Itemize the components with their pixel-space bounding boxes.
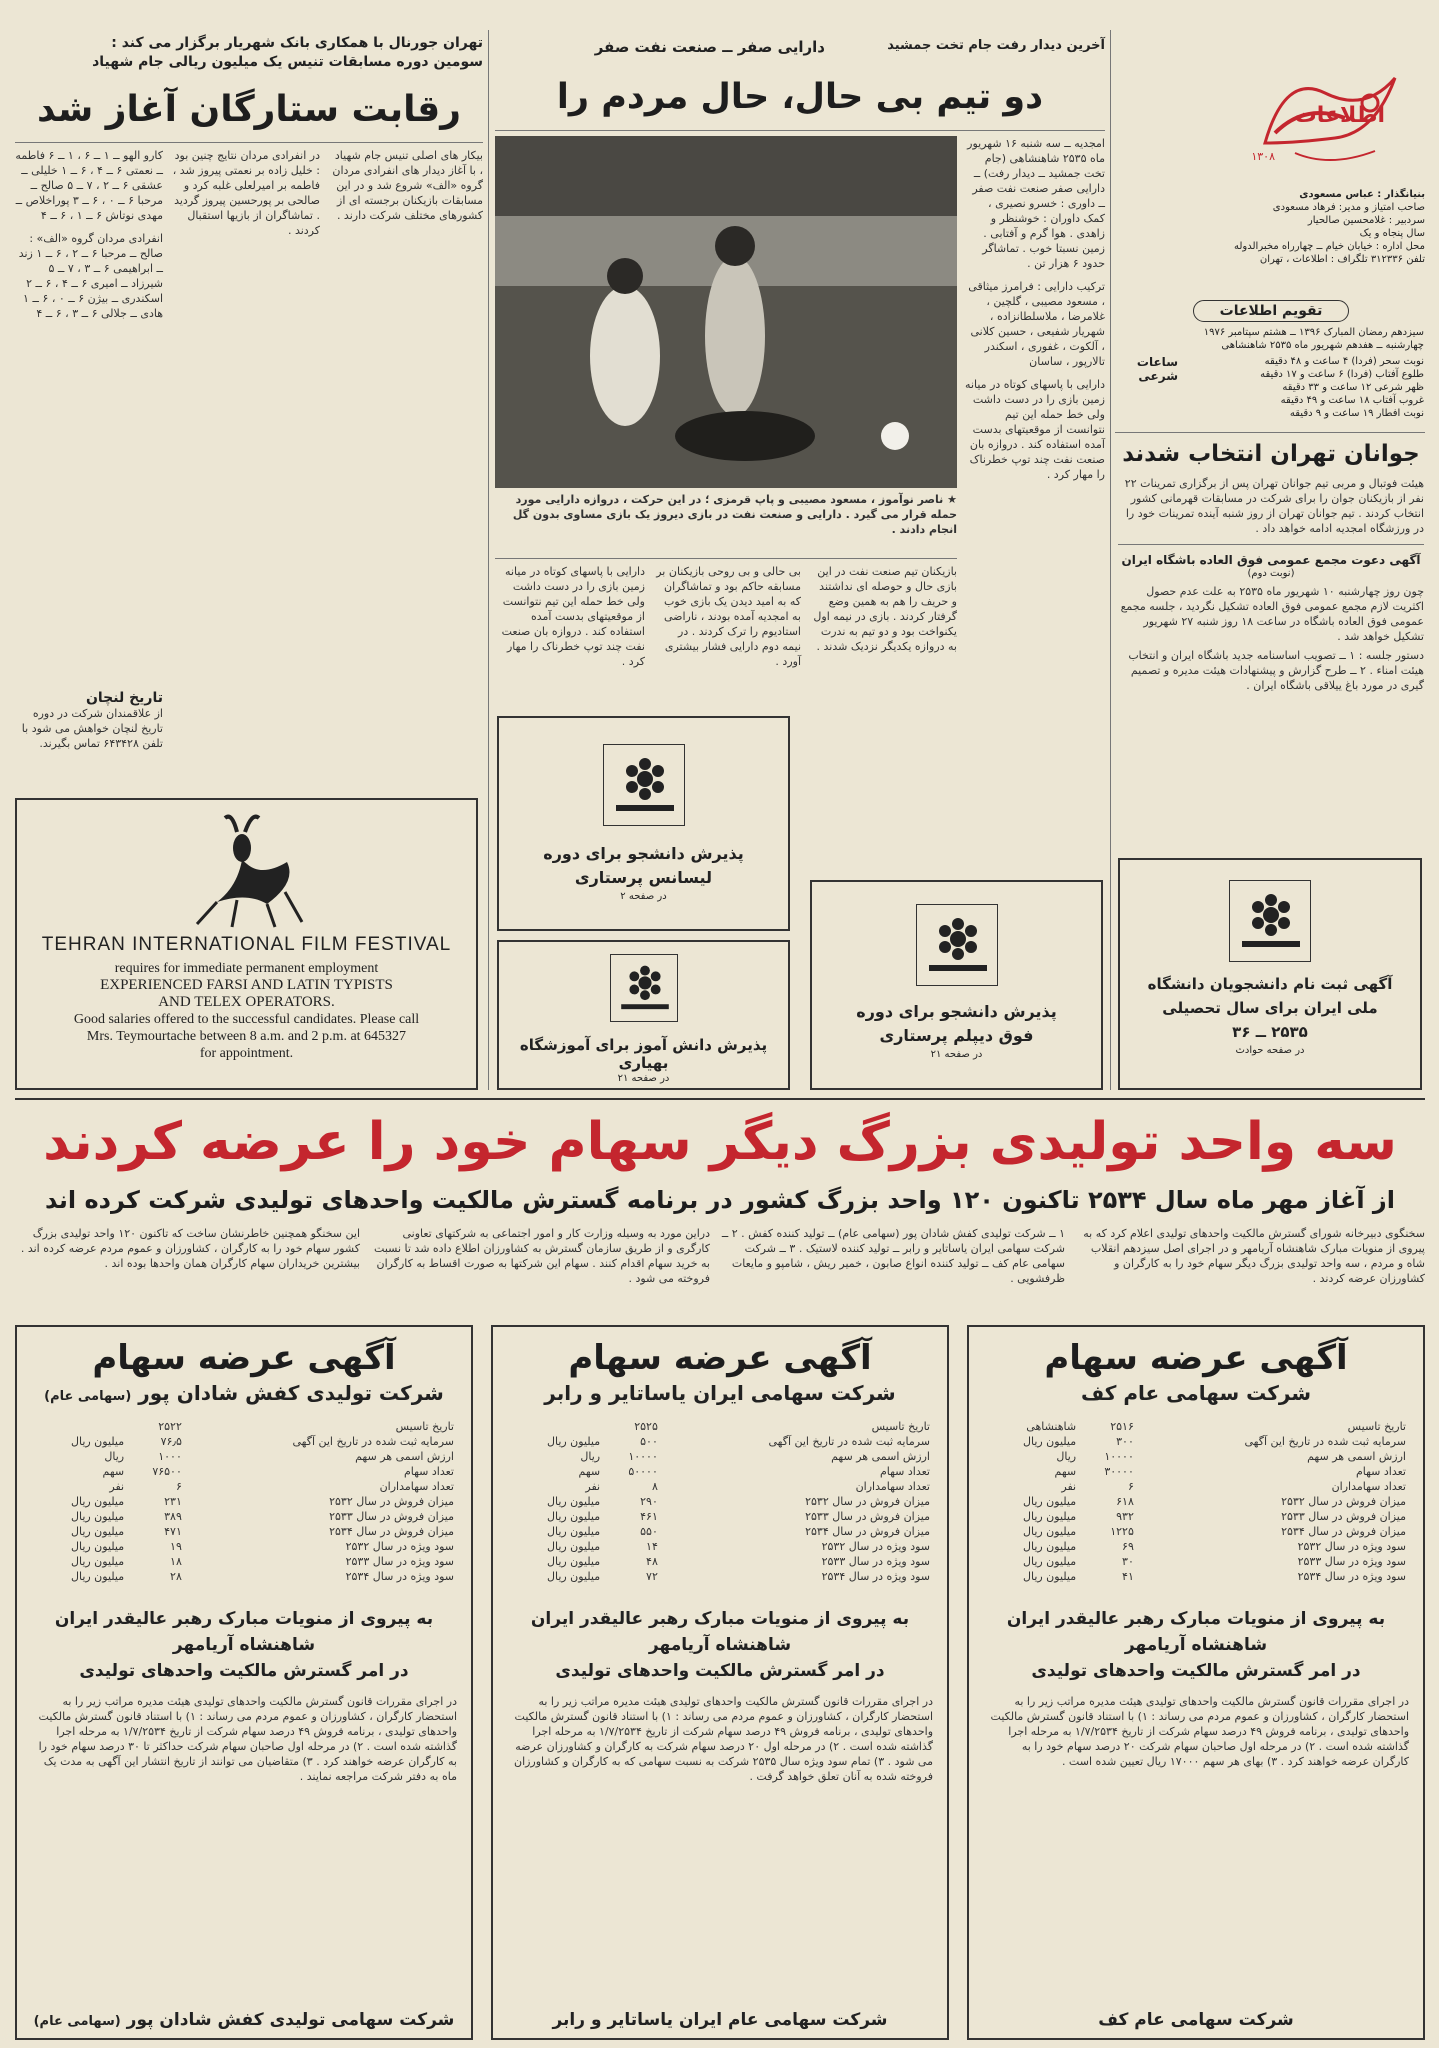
- table-row: [507, 1494, 933, 1509]
- row-label: سود ویژه در سال ۲۵۳۳: [345, 1555, 454, 1568]
- table-row: [983, 1494, 1409, 1509]
- tennis-results-2: انفرادی مردان گروه «الف» : صالح ــ مرحبا ۶ ــ ۲ ، ۶ ــ ۱ زند ــ ابراهیمی ۶ ــ ۳ ، ۷ ــ ۵ شیرزاد ــ امیری ۶ ــ ۴ ، ۶ ــ ۲ اسکندری ــ بیژن ۶ ــ ۰ ، ۶ ــ ۱ هادی ــ جلالی ۶ ــ ۳ ، ۶ ــ ۴: [18, 232, 163, 320]
- prayer-time: نوبت سحر (فردا) ۴ ساعت و ۴۸ دقیقه: [1264, 356, 1424, 367]
- row-label: سود ویژه در سال ۲۵۳۴: [821, 1570, 930, 1583]
- table-row: [983, 1554, 1409, 1569]
- sport-lineup: ترکیب دارایی : فرامرز میثاقی ، مسعود مصیبی ، گلچین ، غلامرضا ، ملاسلطانزاده ، شهریار شفیعی ، حسین کلانی ، آلکوت ، غفوری ، اسکندر تالارپور ، ساسان: [968, 280, 1105, 368]
- sport-col3b: دارایی با پاسهای کوتاه در میانه زمین بازی را در دست داشت ولی خط حمله این تیم نتوانست از موقعیتهای بدست آمده استفاده کند . دروازه بان صنعت نفت چند توپ خطرناک را مهار کرد .: [501, 565, 645, 668]
- table-row: [31, 1509, 457, 1524]
- sport-kicker: آخرین دیدار رفت جام تخت جمشید: [887, 38, 1105, 53]
- row-label: ارزش اسمی هر سهم: [1307, 1450, 1406, 1463]
- row-unit: میلیون ریال: [546, 1510, 601, 1523]
- table-row: [983, 1464, 1409, 1479]
- row-unit: میلیون ریال: [546, 1525, 601, 1538]
- tennis-results-1: کارو الهو ــ ۱ ــ ۶ ، ۱ ــ ۶ فاطمه ــ نعمتی ۶ ــ ۴ ، ۶ ــ ۱ خلیلی ــ عشقی ۶ ــ ۲ ، ۷ ــ ۵ صالح ــ مرحبا ۶ ــ ۰ ، ۶ ــ ۳ پوراخلاص ــ مهدی نوتاش ۶ ــ ۱ ، ۶ ــ ۴: [15, 149, 163, 222]
- row-label: تعداد سهام: [1355, 1465, 1406, 1478]
- row-value: ۳۰۰: [1116, 1435, 1134, 1448]
- tennis-sub-heading: تاریخ لنچان: [85, 690, 163, 706]
- film-line1: requires for immediate permanent employment: [114, 961, 379, 976]
- row-unit: [507, 1419, 603, 1434]
- row-value: ۲۵۲۲: [158, 1420, 182, 1433]
- row-unit: میلیون ریال: [70, 1435, 125, 1448]
- table-row: [31, 1479, 457, 1494]
- row-value: ۶: [1127, 1480, 1134, 1493]
- row-value: ۲۵۲۵: [634, 1420, 658, 1433]
- row-value: ۴۶۱: [640, 1510, 658, 1523]
- masthead-info: [1125, 188, 1425, 266]
- row-label: میزان فروش در سال ۲۵۳۲: [329, 1495, 454, 1508]
- row-label: تعداد سهامداران: [1331, 1480, 1406, 1493]
- sport-headline: دو تیم بی حال، حال مردم را: [556, 77, 1044, 117]
- prayer-time: غروب آفتاب ۱۸ ساعت و ۴۹ دقیقه: [1280, 395, 1424, 406]
- row-value: ۷۶٫۵: [160, 1435, 182, 1448]
- row-unit: سهم: [578, 1465, 601, 1478]
- university-ad: [1118, 858, 1422, 1090]
- main-col1: سخنگوی دبیرخانه شورای گسترش مالکیت واحدهای تولیدی اعلام کرد که به پیروی از منویات مبارک شاهنشاه آریامهر و در اجرای اصل سیزدهم انقلاب شاه و مردم ، سه واحد تولیدی بزرگ دیگر سهام خود را به کارگران و کشاورزان عرضه کردند .: [1083, 1227, 1425, 1285]
- row-unit: سهم: [1054, 1465, 1077, 1478]
- row-unit: میلیون ریال: [546, 1555, 601, 1568]
- row-label: تاریخ تاسیس: [395, 1420, 454, 1433]
- row-label: سود ویژه در سال ۲۵۳۴: [345, 1570, 454, 1583]
- row-label: میزان فروش در سال ۲۵۳۳: [329, 1510, 454, 1523]
- sport-intro: امجدیه ــ سه شنبه ۱۶ شهریور ماه ۲۵۳۵ شاهنشاهی (جام تخت جمشید ــ دیدار رفت) ــ دارایی صفر صنعت نفت صفر ــ داوری : خسرو نصیری ، کمک داوران : خوشنظر و زاهدی . هوا گرم و آفتابی . زمین نسبتا خوب . تماشاگر حدود ۶ هزار تن .: [967, 137, 1105, 270]
- masthead: [1115, 38, 1425, 298]
- share-ad-footer-suffix: (سهامی عام): [33, 2014, 121, 2029]
- calendar-date2: چهارشنبه ــ هفدهم شهریور ماه ۲۵۳۵ شاهنشاهی: [1221, 340, 1424, 351]
- share-ad-yasa: [491, 1325, 949, 2040]
- share-ad-shadanpour: [15, 1325, 473, 2040]
- row-unit: سهم: [102, 1465, 125, 1478]
- share-ad-title: آگهی عرضه سهام: [1044, 1338, 1348, 1378]
- table-row: [31, 1539, 457, 1554]
- founder: بنیانگذار : عباس مسعودی: [1299, 189, 1425, 200]
- tennis-kickers: [15, 34, 483, 74]
- share-ad-company: شرکت سهامی عام کف: [1080, 1381, 1312, 1405]
- share-ad-title: آگهی عرضه سهام: [568, 1338, 872, 1378]
- row-value: ۱۸: [170, 1555, 182, 1568]
- paper-name: اطلاعات: [1294, 103, 1385, 128]
- row-unit: میلیون ریال: [546, 1540, 601, 1553]
- row-unit: میلیون ریال: [1022, 1540, 1077, 1553]
- nursing-ad-2: [810, 880, 1103, 1090]
- table-row: [983, 1419, 1409, 1434]
- pursuant-line2: شاهنشاه آریامهر: [172, 1635, 316, 1655]
- tennis-kicker2: سومین دوره مسابقات تنیس یک میلیون ریالی جام شهیاد: [92, 54, 483, 70]
- tennis-body2: در انفرادی مردان نتایج چنین بود : خلیل زاده بر نعمتی پیروز شد ، فاطمه بر امیرلعلی غلبه کرد و صالحی بر پورحسین پیروز گردید . تماشاگران از بازیها استقبال کردند .: [172, 149, 320, 237]
- row-value: ۳۰۰۰۰: [1104, 1465, 1134, 1478]
- table-row: [507, 1524, 933, 1539]
- phone: تلفن ۳۱۲۳۳۶ تلگراف : اطلاعات ، تهران: [1259, 254, 1425, 265]
- table-row: [983, 1509, 1409, 1524]
- row-unit: [31, 1419, 127, 1434]
- sport-col2: بی حالی و بی روحی بازیکنان بر مسابقه حاکم بود و تماشاگران که به امید دیدن یک بازی خوب به امجدیه آمده بودند ، ناراضی استادیوم را ترک کردند . در نیمه دوم دارایی فشار بیشتری آورد .: [656, 565, 801, 668]
- table-row: [31, 1464, 457, 1479]
- row-value: ۷۶۵۰۰: [152, 1465, 182, 1478]
- table-row: [983, 1479, 1409, 1494]
- row-unit: نفر: [585, 1480, 601, 1493]
- share-ad-footer: شرکت سهامی عام کف: [1098, 2010, 1294, 2030]
- row-value: ۴۸: [646, 1555, 658, 1568]
- main-col4: این سخنگو همچنین خاطرنشان ساخت که تاکنون ۱۲۰ واحد تولیدی بزرگ کشور سهام خود را به کارگران ، کشاورزان و عموم مردم عرضه کرده اند . بیشترین خریداران سهام کارگران همان واحدها بوده اند .: [20, 1227, 360, 1270]
- notice-title: آگهی دعوت مجمع عمومی فوق العاده باشگاه ایران: [1121, 553, 1421, 567]
- row-label: تعداد سهامداران: [855, 1480, 930, 1493]
- row-label: سود ویژه در سال ۲۵۳۳: [821, 1555, 930, 1568]
- row-label: میزان فروش در سال ۲۵۳۳: [1281, 1510, 1406, 1523]
- film-line2: EXPERIENCED FARSI AND LATIN TYPISTS: [100, 977, 393, 993]
- gazelle-logo-icon: [177, 812, 317, 932]
- address: محل اداره : خیابان خیام ــ چهارراه مخبرالدوله: [1234, 241, 1425, 252]
- row-value: ۹۳۲: [1116, 1510, 1134, 1523]
- university-line1: آگهی ثبت نام دانشجویان دانشگاه: [1147, 975, 1393, 993]
- row-unit: میلیون ریال: [1022, 1555, 1077, 1568]
- tennis-headline: رقابت ستارگان آغاز شد: [37, 89, 461, 130]
- calendar-date1: سیزدهم رمضان المبارک ۱۳۹۶ ــ هشتم سپتامبر ۱۹۷۶: [1203, 327, 1424, 338]
- row-value: ۱۹: [170, 1540, 182, 1553]
- row-value: ۲۸: [170, 1570, 182, 1583]
- row-unit: میلیون ریال: [1022, 1495, 1077, 1508]
- row-label: سرمایه ثبت شده در تاریخ این آگهی: [1244, 1435, 1406, 1448]
- nursing-ad-1: [497, 716, 790, 931]
- table-row: [31, 1524, 457, 1539]
- film-line3: AND TELEX OPERATORS.: [158, 994, 335, 1010]
- film-festival-ad: [15, 798, 478, 1090]
- tennis-body1: بیکار های اصلی تنیس جام شهیاد ، با آغاز دیدار های انفرادی مردان گروه «الف» شروع شد و در این مسابقات بازیکنان برجسته ای از کشورهای مختلف شرکت دارند .: [332, 149, 483, 222]
- flower-logo-icon: [610, 954, 678, 1022]
- table-row: [507, 1434, 933, 1449]
- share-ad-table: [31, 1419, 457, 1584]
- tennis-results: [15, 148, 163, 688]
- row-value: ۶۱۸: [1116, 1495, 1134, 1508]
- row-value: ۴۷۱: [164, 1525, 182, 1538]
- university-ref: در صفحه حوادث: [1235, 1045, 1305, 1056]
- row-unit: میلیون ریال: [546, 1495, 601, 1508]
- founded: سال پنجاه و یک: [1359, 228, 1425, 239]
- table-row: [31, 1449, 457, 1464]
- row-label: تعداد سهام: [879, 1465, 930, 1478]
- youth-section: [1118, 438, 1424, 808]
- row-unit: نفر: [1061, 1480, 1077, 1493]
- table-row: [31, 1434, 457, 1449]
- university-line3: ۲۵۳۵ ــ ۳۶: [1232, 1023, 1308, 1041]
- share-ad-table: [983, 1419, 1409, 1584]
- row-value: ۱۰۰۰: [158, 1450, 182, 1463]
- film-line6: for appointment.: [199, 1046, 294, 1061]
- table-row: [983, 1524, 1409, 1539]
- share-ad-table: [507, 1419, 933, 1584]
- main-subhead: از آغاز مهر ماه سال ۲۵۳۴ تاکنون ۱۲۰ واحد بزرگ کشور در برنامه گسترش مالکیت واحدهای تولیدی شرکت کرده اند: [45, 1186, 1395, 1214]
- row-value: ۵۵۰: [640, 1525, 658, 1538]
- flower-logo-icon: [916, 904, 998, 986]
- share-ad-footer: شرکت سهامی عام ایران یاساتایر و رابر: [552, 2010, 888, 2030]
- film-line4: Good salaries offered to the successful candidates. Please call: [73, 1012, 420, 1027]
- row-label: ارزش اسمی هر سهم: [831, 1450, 930, 1463]
- table-row: [983, 1434, 1409, 1449]
- prayer-time: ظهر شرعی ۱۲ ساعت و ۳۳ دقیقه: [1282, 382, 1424, 393]
- table-row: [983, 1449, 1409, 1464]
- pursuant-line3: در امر گسترش مالکیت واحدهای تولیدی: [1031, 1661, 1361, 1681]
- row-label: سود ویژه در سال ۲۵۳۲: [1297, 1540, 1406, 1553]
- table-row: [31, 1554, 457, 1569]
- pursuant-line1: به پیروی از منویات مبارک رهبر عالیقدر ایران: [530, 1609, 910, 1629]
- main-col3: دراین مورد به وسیله وزارت کار و امور اجتماعی به شرکتهای تعاونی کارگری و از طریق سازمان گسترش به کشاورزان اطلاع داده شد تا نسبت به خرید سهام اقدام کنند . سهام این شرکتها به صورت اقساط به کارگران فروخته می شود .: [374, 1227, 710, 1285]
- film-line5: Mrs. Teymourtache between 8 a.m. and 2 p.m. at 645327: [86, 1029, 407, 1044]
- row-value: ۵۰۰۰۰: [628, 1465, 658, 1478]
- row-label: تعداد سهامداران: [379, 1480, 454, 1493]
- tennis-sub-body: از علاقمندان شرکت در دوره تاریخ لنچان خواهش می شود با تلفن ۶۴۳۴۲۸ تماس بگیرند.: [21, 707, 163, 750]
- photo-caption: ★ ناصر نوآموز ، مسعود مصیبی و پاپ قرمزی ؛ در این حرکت ، دروازه دارایی مورد حمله قرار می گیرد . دارایی و صنعت نفت در بازی دیروز یک بازی مساوی بدون گل انجام دادند .: [512, 493, 957, 536]
- table-row: [31, 1494, 457, 1509]
- row-unit: نفر: [109, 1480, 125, 1493]
- pursuant-line1: به پیروی از منویات مبارک رهبر عالیقدر ایران: [54, 1609, 434, 1629]
- prayer-time: نوبت افطار ۱۹ ساعت و ۹ دقیقه: [1289, 408, 1424, 419]
- share-ad-body: در اجرای مقررات قانون گسترش مالکیت واحدهای تولیدی هیئت مدیره مراتب زیر را به استحضار کارگران ، کشاورزان و عموم مردم می رساند : ۱) با استناد قانون گسترش مالکیت واحدهای تولیدی ، برنامه فروش ۴۹ درصد سهام شرکت از تاریخ ۱/۷/۲۵۳۴ به مرحله اجرا گذاشته شده است . ۲) در مرحله اول صاحبان سهام شرکت حداکثر تا ۳۰ درصد سهام خود را به کارگران عرضه خواهند کرد . ۳) متقاضیان می توانند از تاریخ انتشار این آگهی به مدت یک ماه به دفتر شرکت مراجعه نمایند .: [38, 1695, 457, 1783]
- row-value: ۶۹: [1122, 1540, 1134, 1553]
- nursing2-ref: در صفحه ۲۱: [930, 1049, 983, 1060]
- row-label: سود ویژه در سال ۲۵۳۲: [345, 1540, 454, 1553]
- table-row: [983, 1569, 1409, 1584]
- prayer-times: [1178, 355, 1424, 420]
- table-row: [507, 1479, 933, 1494]
- row-label: میزان فروش در سال ۲۵۳۲: [1281, 1495, 1406, 1508]
- row-label: میزان فروش در سال ۲۵۳۴: [1281, 1525, 1406, 1538]
- row-label: میزان فروش در سال ۲۵۳۴: [805, 1525, 930, 1538]
- row-label: تاریخ تاسیس: [1347, 1420, 1406, 1433]
- table-row: [31, 1419, 457, 1434]
- row-unit: ریال: [1056, 1450, 1077, 1463]
- row-unit: میلیون ریال: [1022, 1525, 1077, 1538]
- table-row: [507, 1509, 933, 1524]
- row-unit: میلیون ریال: [70, 1555, 125, 1568]
- flower-logo-icon: [603, 744, 685, 826]
- row-unit: میلیون ریال: [1022, 1435, 1077, 1448]
- nursing1-line1: پذیرش دانشجو برای دوره: [543, 844, 744, 863]
- row-label: سرمایه ثبت شده در تاریخ این آگهی: [292, 1435, 454, 1448]
- row-label: میزان فروش در سال ۲۵۳۲: [805, 1495, 930, 1508]
- sport-col1: بازیکنان تیم صنعت نفت در این بازی حال و حوصله ای نداشتند و حریف را هم به همین وضع گرفتار کردند . بازی در نیمه اول یکنواخت بود و دو تیم به ندرت به دروازه یکدیگر نزدیک شدند .: [813, 565, 957, 653]
- row-unit: ریال: [104, 1450, 125, 1463]
- main-headline: سه واحد تولیدی بزرگ دیگر سهام خود را عرضه کردند: [43, 1112, 1397, 1172]
- row-unit: میلیون ریال: [70, 1570, 125, 1583]
- row-label: سود ویژه در سال ۲۵۳۴: [1297, 1570, 1406, 1583]
- row-value: ۷۲: [646, 1570, 658, 1583]
- row-value: ۲۵۱۶: [1110, 1420, 1134, 1433]
- row-value: ۵۰۰: [640, 1435, 658, 1448]
- share-ad-company: شرکت سهامی ایران یاساتایر و رابر: [544, 1381, 896, 1405]
- row-unit: میلیون ریال: [546, 1435, 601, 1448]
- nursing2-line1: پذیرش دانشجو برای دوره: [856, 1002, 1057, 1021]
- row-unit: میلیون ریال: [70, 1540, 125, 1553]
- row-value: ۶: [175, 1480, 182, 1493]
- nursing2-line2: فوق دیپلم پرستاری: [879, 1026, 1034, 1045]
- table-row: [507, 1539, 933, 1554]
- behyari-line: پذیرش دانش آموز برای آموزشگاه بهیاری: [519, 1036, 768, 1072]
- share-ad-kaf: [967, 1325, 1425, 2040]
- share-ad-footer: شرکت سهامی تولیدی کفش شادان پور: [126, 2010, 455, 2030]
- match-photo: [495, 136, 957, 488]
- tennis-kicker: تهران جورنال با همکاری بانک شهریار برگزار می کند :: [111, 35, 483, 51]
- row-value: ۱۴: [646, 1540, 658, 1553]
- row-value: ۳۸۹: [164, 1510, 182, 1523]
- calendar-title: تقویم اطلاعات: [1193, 300, 1349, 322]
- flower-logo-icon: [1229, 880, 1311, 962]
- share-ad-body: در اجرای مقررات قانون گسترش مالکیت واحدهای تولیدی هیئت مدیره مراتب زیر را به استحضار کارگران ، کشاورزان و عموم مردم می رساند : ۱) با استناد قانون گسترش مالکیت واحدهای تولیدی ، برنامه فروش ۴۹ درصد سهام شرکت از تاریخ ۱/۷/۲۵۳۴ به مرحله اجرا گذاشته شده است . ۲) در مرحله اول صاحبان سهام شرکت ۲۰ درصد سهام خود را به کارگران عرضه خواهند کرد . ۳) بهای هر سهم ۱۷۰۰۰ ریال تعیین شده است .: [990, 1695, 1409, 1768]
- row-unit: میلیون ریال: [70, 1525, 125, 1538]
- row-label: سود ویژه در سال ۲۵۳۳: [1297, 1555, 1406, 1568]
- pursuant-line1: به پیروی از منویات مبارک رهبر عالیقدر ایران: [1006, 1609, 1386, 1629]
- table-row: [983, 1539, 1409, 1554]
- publisher: صاحب امتیاز و مدیر: فرهاد مسعودی: [1272, 202, 1425, 213]
- table-row: [507, 1419, 933, 1434]
- youth-body: هیئت فوتبال و مربی تیم جوانان تهران پس از برگزاری تمرینات ۲۲ نفر از بازیکنان جوان را برای شرکت در مسابقات قهرمانی کشور انتخاب کردند . تیم جوانان تهران از روز شنبه آینده تمرینات خود را در ورزشگاه امجدیه ادامه خواهد داد .: [1124, 477, 1424, 535]
- film-title: TEHRAN INTERNATIONAL FILM FESTIVAL: [41, 934, 452, 955]
- share-ad-company-suffix: (سهامی عام): [44, 1389, 132, 1404]
- sport-col3: دارایی با پاسهای کوتاه در میانه زمین بازی را در دست داشت ولی خط حمله این تیم نتوانست از موقعیتهای بدست آمده استفاده کند . دروازه بان صنعت نفت چند توپ خطرناک را مهار کرد .: [965, 378, 1105, 481]
- row-value: ۸: [651, 1480, 658, 1493]
- editor: سردبیر : غلامحسین صالحیار: [1307, 215, 1425, 226]
- row-value: ۳۰: [1122, 1555, 1134, 1568]
- year-mark: ۱۳۰۸: [1251, 150, 1275, 163]
- row-unit: میلیون ریال: [546, 1570, 601, 1583]
- university-line2: ملی ایران برای سال تحصیلی: [1162, 999, 1378, 1017]
- pursuant-line3: در امر گسترش مالکیت واحدهای تولیدی: [555, 1661, 885, 1681]
- row-label: سرمایه ثبت شده در تاریخ این آگهی: [768, 1435, 930, 1448]
- row-value: ۱۰۰۰۰: [628, 1450, 658, 1463]
- row-value: ۱۲۲۵: [1110, 1525, 1134, 1538]
- sport-kickers: [495, 38, 1105, 68]
- notice-sub: (نوبت دوم): [1247, 568, 1295, 579]
- sport-body: [965, 136, 1105, 856]
- row-unit: ریال: [580, 1450, 601, 1463]
- row-unit: میلیون ریال: [1022, 1510, 1077, 1523]
- row-label: تاریخ تاسیس: [871, 1420, 930, 1433]
- nursing1-ref: در صفحه ۲: [620, 891, 667, 902]
- row-label: تعداد سهام: [403, 1465, 454, 1478]
- row-unit: میلیون ریال: [1022, 1570, 1077, 1583]
- pursuant-line2: شاهنشاه آریامهر: [648, 1635, 792, 1655]
- row-label: میزان فروش در سال ۲۵۳۴: [329, 1525, 454, 1538]
- row-unit: میلیون ریال: [70, 1510, 125, 1523]
- notice-agenda: دستور جلسه : ۱ ــ تصویب اساسنامه جدید باشگاه ایران و انتخاب هیئت امناء . ۲ ــ طرح گزارش و پیشنهادات هیئت مدیره و تصمیم گیری در مورد باغ ییلاقی باشگاه ایران .: [1128, 649, 1424, 692]
- row-label: ارزش اسمی هر سهم: [355, 1450, 454, 1463]
- table-row: [507, 1464, 933, 1479]
- main-col2: ۱ ــ شرکت تولیدی کفش شادان پور (سهامی عام) ــ تولید کننده کفش . ۲ ــ شرکت سهامی ایران یاساتایر و رابر ــ تولید کننده لاستیک . ۳ ــ شرکت سهامی عام کف ــ تولید کننده انواع صابون ، خمیر ریش ، شامپو و مایعات ظرفشویی .: [721, 1227, 1065, 1285]
- pursuant-line2: شاهنشاه آریامهر: [1124, 1635, 1268, 1655]
- share-ad-body: در اجرای مقررات قانون گسترش مالکیت واحدهای تولیدی هیئت مدیره مراتب زیر را به استحضار کارگران ، کشاورزان و عموم مردم می رساند : ۱) با استناد قانون گسترش مالکیت واحدهای تولیدی ، برنامه فروش ۴۹ درصد سهام شرکت از تاریخ ۱/۷/۲۵۳۴ به مرحله اجرا گذاشته شده است . ۲) در مرحله اول ۲۰ درصد سهام شرکت به کارگران و کشاورزان عرضه می شود . ۳) تمام سود ویژه سال ۲۵۳۵ شرکت به نسبت سهامی که به کارگران و کشاورزان فروخته شده به آنان تعلق خواهد گرفت .: [513, 1695, 933, 1783]
- notice-body: چون روز چهارشنبه ۱۰ شهریور ماه ۲۵۳۵ به علت عدم حصول اکثریت لازم مجمع عمومی فوق العاده تشکیل نگردید ، جلسه مجمع عمومی فوق العاده باشگاه در ساعت ۱۸ روز شنبه ۲۷ شهریور تشکیل خواهد شد .: [1120, 585, 1424, 643]
- tennis-subsection: [15, 690, 163, 790]
- table-row: [507, 1449, 933, 1464]
- youth-headline: جوانان تهران انتخاب شدند: [1122, 441, 1420, 467]
- behyari-ref: در صفحه ۲۱: [617, 1073, 670, 1084]
- row-value: ۲۳۱: [164, 1495, 182, 1508]
- row-value: ۲۹۰: [640, 1495, 658, 1508]
- row-value: ۴۱: [1122, 1570, 1134, 1583]
- row-label: سود ویژه در سال ۲۵۳۲: [821, 1540, 930, 1553]
- table-row: [31, 1569, 457, 1584]
- row-label: میزان فروش در سال ۲۵۳۳: [805, 1510, 930, 1523]
- row-unit: میلیون ریال: [70, 1495, 125, 1508]
- row-unit: شاهنشاهی: [1026, 1420, 1077, 1433]
- table-row: [507, 1554, 933, 1569]
- sport-kicker2: دارایی صفر ــ صنعت نفت صفر: [594, 38, 825, 56]
- table-row: [507, 1569, 933, 1584]
- prayer-label: ساعات شرعی: [1136, 355, 1178, 383]
- nursing1-line2: لیسانس پرستاری: [574, 868, 713, 887]
- behyari-ad: [497, 940, 790, 1090]
- prayer-time: طلوع آفتاب (فردا) ۶ ساعت و ۱۷ دقیقه: [1260, 369, 1424, 380]
- share-ad-title: آگهی عرضه سهام: [92, 1338, 396, 1378]
- pursuant-line3: در امر گسترش مالکیت واحدهای تولیدی: [79, 1661, 409, 1681]
- row-value: ۱۰۰۰۰: [1104, 1450, 1134, 1463]
- calendar: [1118, 300, 1424, 428]
- share-ad-company: شرکت تولیدی کفش شادان پور: [138, 1381, 444, 1405]
